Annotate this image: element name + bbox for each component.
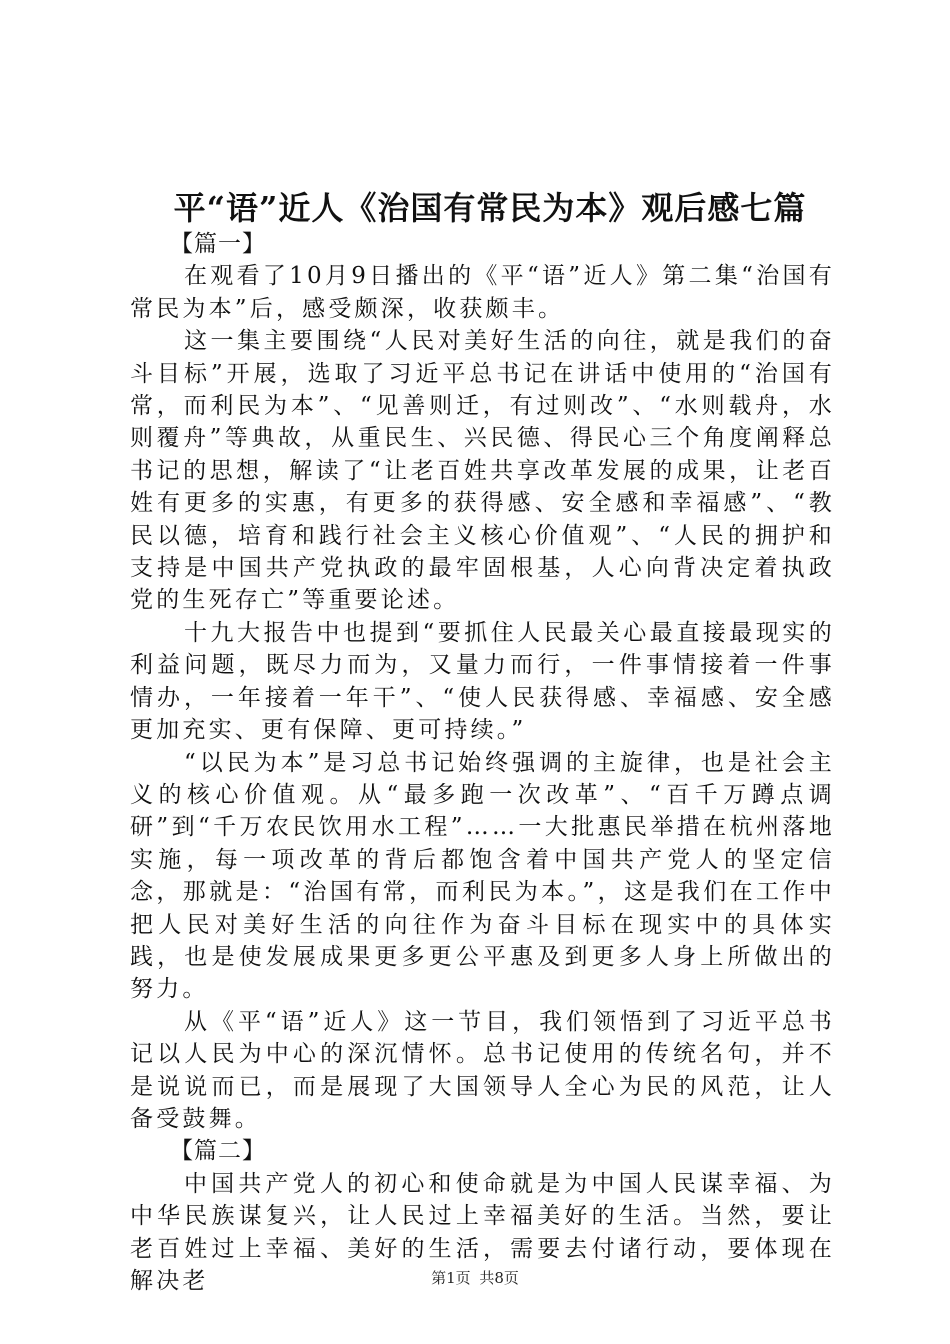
document-title: 平“语”近人《治国有常民为本》观后感七篇 [173,189,807,227]
page-total: 共8页 [479,1269,519,1287]
document-body [130,228,835,1297]
section-label-1: 【篇一】 [170,231,266,257]
page-footer [0,1268,950,1288]
paragraph: 从《平“语”近人》这一节目，我们领悟到了习近平总书记以人民为中心的深沉情怀。总书记使用的传统名句，并不是说说而已，而是展现了大国领导人全心为民的风范，让人备受鼓舞。 [130,1008,835,1132]
section-label-2: 【篇二】 [170,1138,266,1165]
paragraph: 十九大报告中也提到“要抓住人民最关心最直接最现实的利益问题，既尽力而为，又量力而行，一件事情接着一件事情办，一年接着一年干”、“使人民获得感、幸福感、安全感更加充实、更有保障、更可持续。” [130,619,835,744]
paragraph: 中国共产党人的初心和使命就是为中国人民谋幸福、为中华民族谋复兴，让人民过上幸福美好的生活。当然，要让老百姓过上幸福、美好的生活，需要去付诸行动，要体现在解决老 [130,1170,835,1294]
paragraph: 这一集主要围绕“人民对美好生活的向往，就是我们的奋斗目标”开展，选取了习近平总书记在讲话中使用的“治国有常，而利民为本”、“见善则迁，有过则改”、“水则载舟，水则覆舟”等典故，从重民生、兴民德、得民心三个角度阐释总书记的思想，解读了“让老百姓共享改革发展的成果，让老百姓有更多的实惠，有更多的获得感、安全感和幸福感”、“教民以德，培育和践行社会主义核心价值观”、“人民的拥护和支持是中国共产党执政的最牢固根基，人心向背决定着执政党的生死存亡”等重要论述。 [130,328,835,614]
paragraph: “以民为本”是习总书记始终强调的主旋律，也是社会主义的核心价值观。从“最多跑一次改革”、“百千万蹲点调研”到“千万农民饮用水工程”……一大批惠民举措在杭州落地实施，每一项改革的背后都饱含着中国共产党人的坚定信念，那就是：“治国有常，而利民为本。”，这是我们在工作中把人民对美好生活的向往作为奋斗目标在现实中的具体实践，也是使发展成果更多更公平惠及到更多人身上所做出的努力。 [130,749,835,1003]
paragraph: 在观看了10月9日播出的《平“语”近人》第二集“治国有常民为本”后，感受颇深，收获颇丰。 [130,263,835,322]
page-number: 第1页 [431,1269,471,1287]
